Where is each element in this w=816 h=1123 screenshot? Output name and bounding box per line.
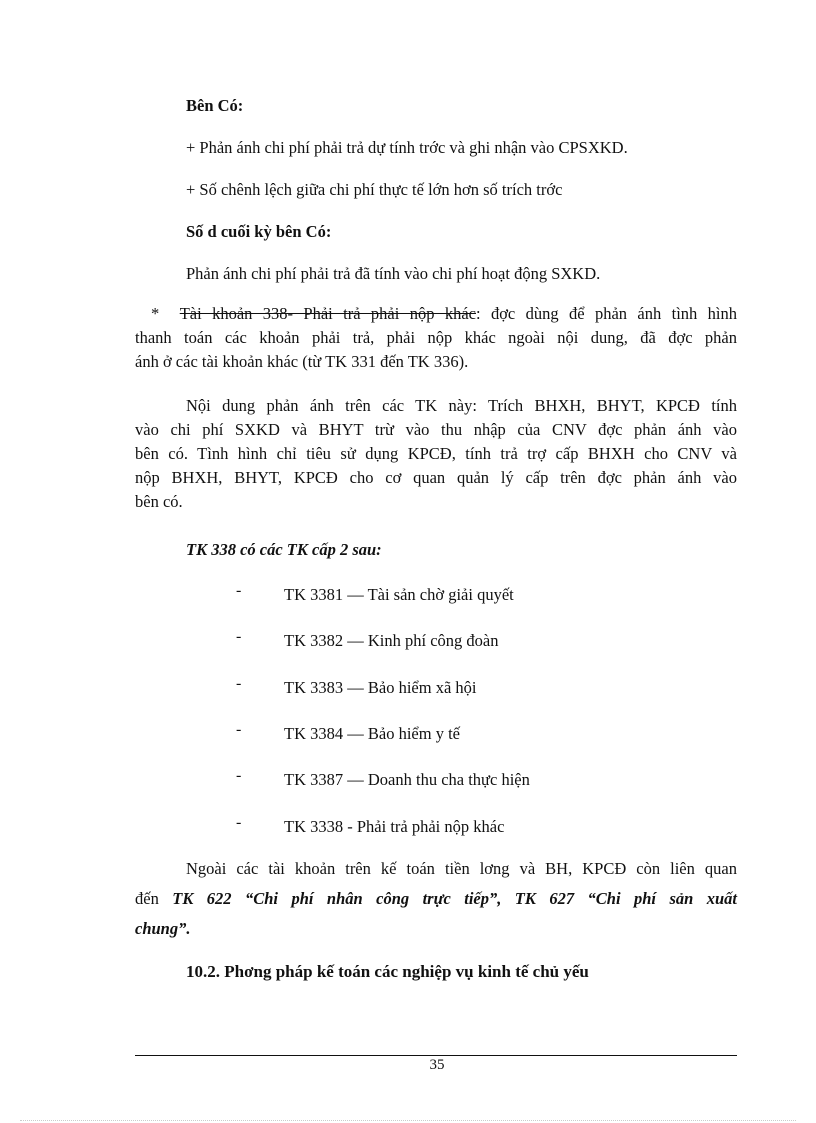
ngoai-paragraph [135, 854, 737, 944]
sub-account-item: TK 3383 — Bảo hiểm xã hội [284, 678, 477, 697]
ngoai-row-2-pre: đến [135, 889, 159, 908]
section-heading: 10.2. Phơng pháp kế toán các nghiệp vụ kinh tế chủ yếu [186, 962, 589, 981]
tk338-row-3: ánh ở các tài khoản khác (từ TK 331 đến TK 336). [135, 352, 469, 371]
ngoai-row-2-emphasis: TK 622 “Chi phí nhân công trực tiếp”, TK 627 “Chi phí sản xuất [172, 889, 737, 908]
bullet-dash: - [236, 721, 242, 738]
sub-account-item: TK 3387 — Doanh thu cha thực hiện [284, 770, 530, 789]
sub-account-item: TK 3338 - Phải trả phải nộp khác [284, 817, 505, 836]
ngoai-row-1: Ngoài các tài khoản trên kế toán tiền lơng và BH, KPCĐ còn liên quan [186, 859, 737, 878]
ben-co-line-2: + Số chênh lệch giữa chi phí thực tế lớn hơn số trích trớc [186, 180, 563, 199]
footer-divider [135, 1055, 737, 1056]
so-du-heading: Số d cuối kỳ bên Có: [186, 222, 332, 241]
bullet-dash: - [236, 675, 242, 692]
sub-account-item: TK 3382 — Kinh phí công đoàn [284, 631, 499, 650]
ngoai-row-3: chung”. [135, 919, 191, 938]
page-number: 35 [429, 1057, 445, 1073]
tk338-paragraph [135, 302, 737, 374]
sub-account-item: TK 3384 — Bảo hiểm y tế [284, 724, 460, 743]
tk338-star: * [151, 304, 160, 323]
bullet-dash: - [236, 628, 242, 645]
bullet-dash: - [236, 582, 242, 599]
tk338-row-2: thanh toán các khoản phải trả, phải nộp khác ngoài nội dung, đã đợc phản [135, 328, 737, 347]
bullet-dash: - [236, 814, 242, 831]
ben-co-line-1: + Phản ánh chi phí phải trả dự tính trớc và ghi nhận vào CPSXKD. [186, 138, 628, 157]
page-edge-dotted-line [20, 1120, 796, 1121]
noi-dung-paragraph [135, 394, 737, 514]
noi-dung-row-5: bên có. [135, 492, 183, 511]
tk338-title: Tài khoản 338- Phải trả phải nộp khác [179, 304, 476, 323]
sub-accounts-heading: TK 338 có các TK cấp 2 sau: [186, 540, 382, 559]
tk338-row-1-rest: : đợc dùng để phản ánh tình hình [475, 304, 737, 323]
noi-dung-row-1: Nội dung phản ánh trên các TK này: Trích BHXH, BHYT, KPCĐ tính [186, 396, 737, 415]
ben-co-heading: Bên Có: [186, 96, 244, 115]
tk338-row-1 [135, 302, 737, 326]
noi-dung-row-3: bên có. Tình hình chỉ tiêu sử dụng KPCĐ, tính trả trợ cấp BHXH cho CNV và [135, 444, 737, 463]
bullet-dash: - [236, 767, 242, 784]
so-du-line: Phản ánh chi phí phải trả đã tính vào chi phí hoạt động SXKD. [186, 264, 601, 283]
sub-account-item: TK 3381 — Tài sản chờ giải quyết [284, 585, 514, 604]
noi-dung-row-4: nộp BHXH, BHYT, KPCĐ cho cơ quan quản lý cấp trên đợc phản ánh vào [135, 468, 737, 487]
ngoai-row-2 [135, 884, 737, 914]
noi-dung-row-2: vào chi phí SXKD và BHYT trừ vào thu nhập của CNV đợc phản ánh vào [135, 420, 737, 439]
